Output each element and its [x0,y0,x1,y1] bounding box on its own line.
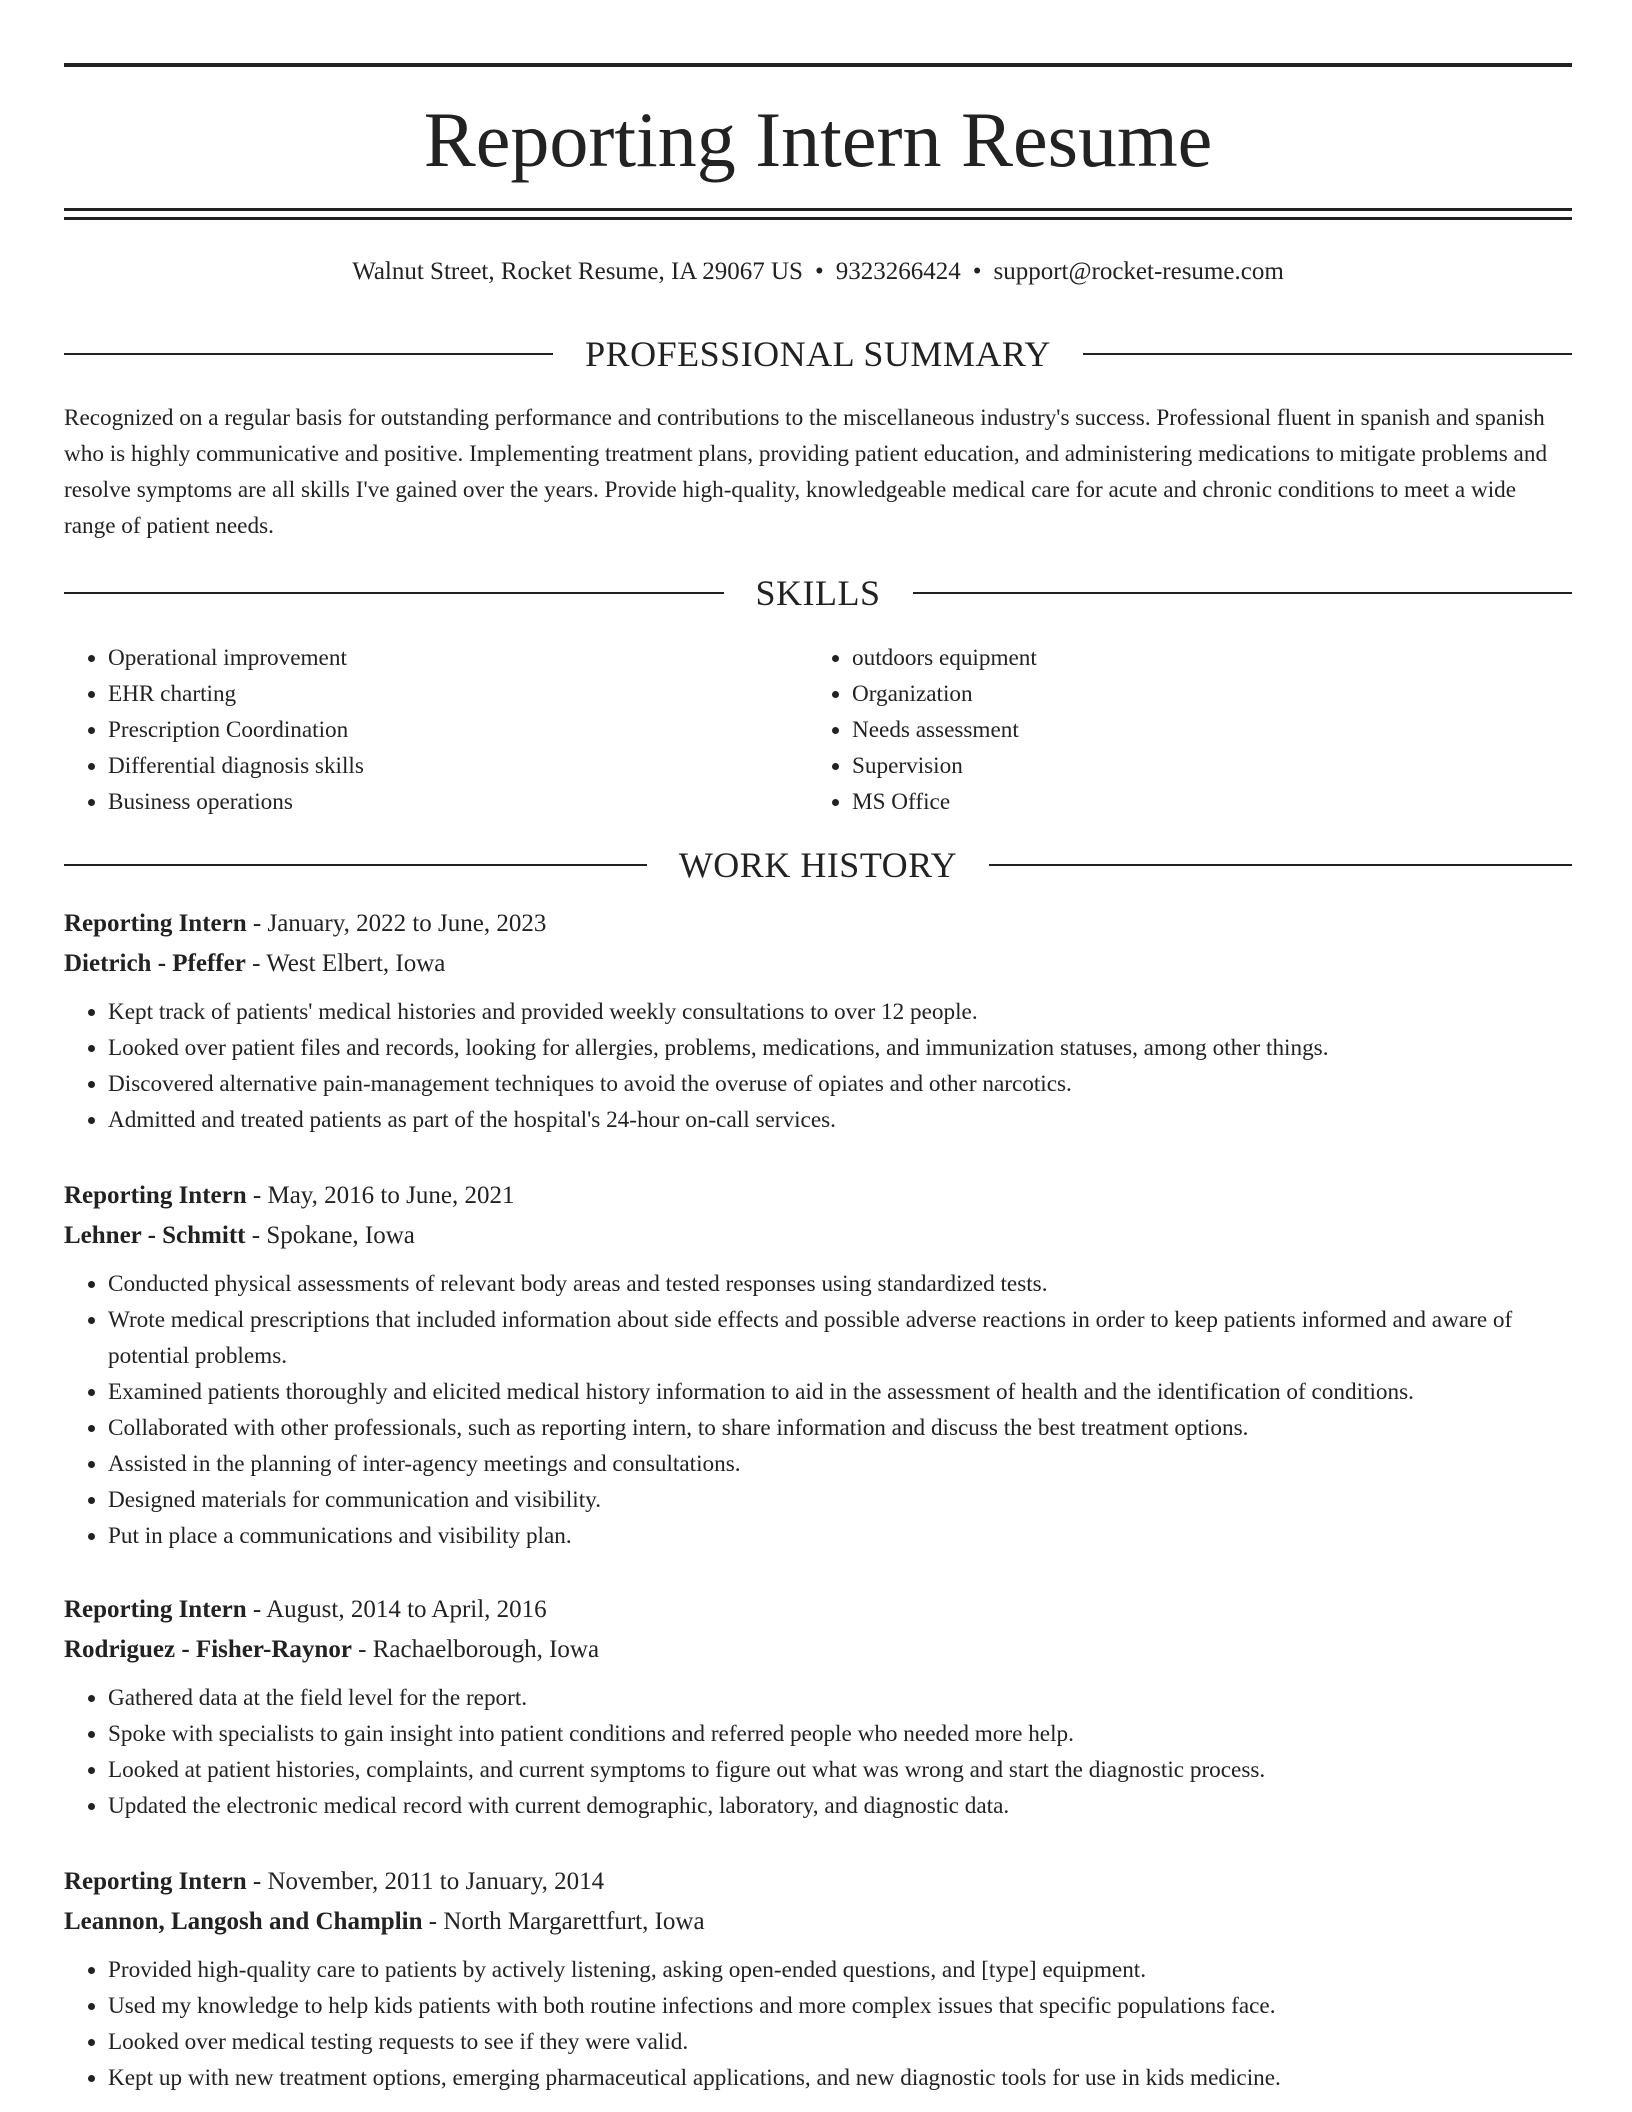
job-bullet: • Designed materials for communication and visibility. [108,1482,1572,1518]
job-bullet: • Gathered data at the field level for the report. [108,1680,1572,1716]
job-entry [64,1590,1572,1824]
job-bullet: • Collaborated with other professionals, such as reporting intern, to share information and discuss the best treatment options. [108,1410,1572,1446]
job-bullet: • Updated the electronic medical record with current demographic, laboratory, and diagnostic data. [108,1788,1572,1824]
job-bullet: • Discovered alternative pain-management techniques to avoid the overuse of opiates and other narcotics. [108,1066,1572,1102]
job-location: North Margarettfurt, Iowa [443,1908,705,1935]
job-title: Reporting Intern [64,1868,247,1895]
job-company: Leannon, Langosh and Champlin [64,1908,423,1935]
skill-item: • Operational improvement [108,640,764,676]
skill-item: • EHR charting [108,676,764,712]
skill-item: • Supervision [852,748,1508,784]
heading-rule-left [64,353,553,355]
top-rule [64,63,1572,67]
title-rule-upper [64,208,1572,211]
contact-separator: • [814,258,824,285]
job-title-line: Reporting Intern - May, 2016 to June, 2021 [64,1182,515,1209]
skill-item: • outdoors equipment [852,640,1508,676]
job-company-line: Rodriguez - Fisher-Raynor - Rachaelborough, Iowa [64,1636,600,1663]
job-company-line: Lehner - Schmitt - Spokane, Iowa [64,1222,415,1249]
job-bullet: • Looked over patient files and records, looking for allergies, problems, medications, and immunization statuses, among other things. [108,1030,1572,1066]
job-title: Reporting Intern [64,910,247,937]
job-bullet: • Spoke with specialists to gain insight into patient conditions and referred people who needed more help. [108,1716,1572,1752]
job-bullet: • Wrote medical prescriptions that included information about side effects and possible adverse reactions in order to keep patients informed and aware of potential problems. [108,1302,1572,1374]
job-company: Rodriguez - Fisher-Raynor [64,1636,352,1663]
skill-item: • Differential diagnosis skills [108,748,764,784]
job-dates: January, 2022 to June, 2023 [267,910,547,937]
skills-heading [64,571,1572,615]
skill-item: • Business operations [108,784,764,820]
summary-heading-label: PROFESSIONAL SUMMARY [585,334,1051,374]
resume-title: Reporting Intern Resume [423,96,1213,183]
work-history-heading-label: WORK HISTORY [678,845,958,885]
skills-heading-label: SKILLS [755,573,881,613]
contact-phone: 9323266424 [835,258,961,285]
job-title: Reporting Intern [64,1182,247,1209]
contact-address: Walnut Street, Rocket Resume, IA 29067 US [352,258,803,285]
summary-text: Recognized on a regular basis for outstanding performance and contributions to the miscellaneous industry's success. Professional fluent in spanish and spanish who is highly communicative and positive. Implementing treatment plans, providing patient education, and administering medications to mitigate problems and resolve symptoms are all skills I've gained over the years. Provide high-quality, knowledgeable medical care for acute and chronic conditions to meet a wide range of patient needs. [64,405,1548,539]
heading-rule-right [913,592,1573,594]
job-company: Lehner - Schmitt [64,1222,246,1249]
skill-item: • Organization [852,676,1508,712]
title-rule-lower [64,217,1572,220]
job-bullet: • Used my knowledge to help kids patients with both routine infections and more complex issues that specific populations face. [108,1988,1572,2024]
job-entry [64,1176,1572,1554]
contact-email: support@rocket-resume.com [993,258,1284,285]
job-entry [64,904,1572,1138]
job-bullet: • Provided high-quality care to patients by actively listening, asking open-ended questions, and [type] equipment. [108,1952,1572,1988]
skills-column-right [808,640,1508,820]
job-bullet: • Put in place a communications and visibility plan. [108,1518,1572,1554]
heading-rule-left [64,864,647,866]
job-company: Dietrich - Pfeffer [64,950,246,977]
summary-heading [64,332,1572,376]
job-dates: November, 2011 to January, 2014 [267,1868,605,1895]
job-bullet: • Kept track of patients' medical histories and provided weekly consultations to over 12 people. [108,994,1572,1030]
job-bullet: • Examined patients thoroughly and elicited medical history information to aid in the assessment of health and the identification of conditions. [108,1374,1572,1410]
heading-rule-right [1083,353,1572,355]
skills-column-left [64,640,764,820]
job-bullets [64,1952,1572,2096]
job-bullet: • Looked at patient histories, complaints, and current symptoms to figure out what was wrong and start the diagnostic process. [108,1752,1572,1788]
job-bullets [64,1680,1572,1824]
job-bullet: • Admitted and treated patients as part of the hospital's 24-hour on-call services. [108,1102,1572,1138]
job-title-line: Reporting Intern - January, 2022 to June, 2023 [64,910,547,937]
job-bullet: • Conducted physical assessments of relevant body areas and tested responses using standardized tests. [108,1266,1572,1302]
contact-separator: • [972,258,982,285]
skill-item: • MS Office [852,784,1508,820]
job-bullets [64,1266,1572,1554]
heading-rule-left [64,592,724,594]
job-location: Rachaelborough, Iowa [372,1636,600,1663]
skills-list [64,640,1572,820]
skill-item: • Prescription Coordination [108,712,764,748]
job-bullet: • Looked over medical testing requests to see if they were valid. [108,2024,1572,2060]
work-history-heading [64,843,1572,887]
job-bullets [64,994,1572,1138]
job-dates: August, 2014 to April, 2016 [266,1596,547,1623]
heading-rule-right [989,864,1572,866]
job-entry [64,1862,1572,2096]
job-dates: May, 2016 to June, 2021 [267,1182,515,1209]
skill-item: • Needs assessment [852,712,1508,748]
job-company-line: Leannon, Langosh and Champlin - North Margarettfurt, Iowa [64,1908,705,1935]
job-bullet: • Assisted in the planning of inter-agency meetings and consultations. [108,1446,1572,1482]
job-location: West Elbert, Iowa [266,950,446,977]
contact-line [64,254,1572,290]
job-bullet: • Kept up with new treatment options, emerging pharmaceutical applications, and new diagnostic tools for use in kids medicine. [108,2060,1572,2096]
job-location: Spokane, Iowa [266,1222,415,1249]
job-company-line: Dietrich - Pfeffer - West Elbert, Iowa [64,950,446,977]
job-title-line: Reporting Intern - November, 2011 to January, 2014 [64,1868,605,1895]
job-title: Reporting Intern [64,1596,247,1623]
job-title-line: Reporting Intern - August, 2014 to April, 2016 [64,1596,547,1623]
